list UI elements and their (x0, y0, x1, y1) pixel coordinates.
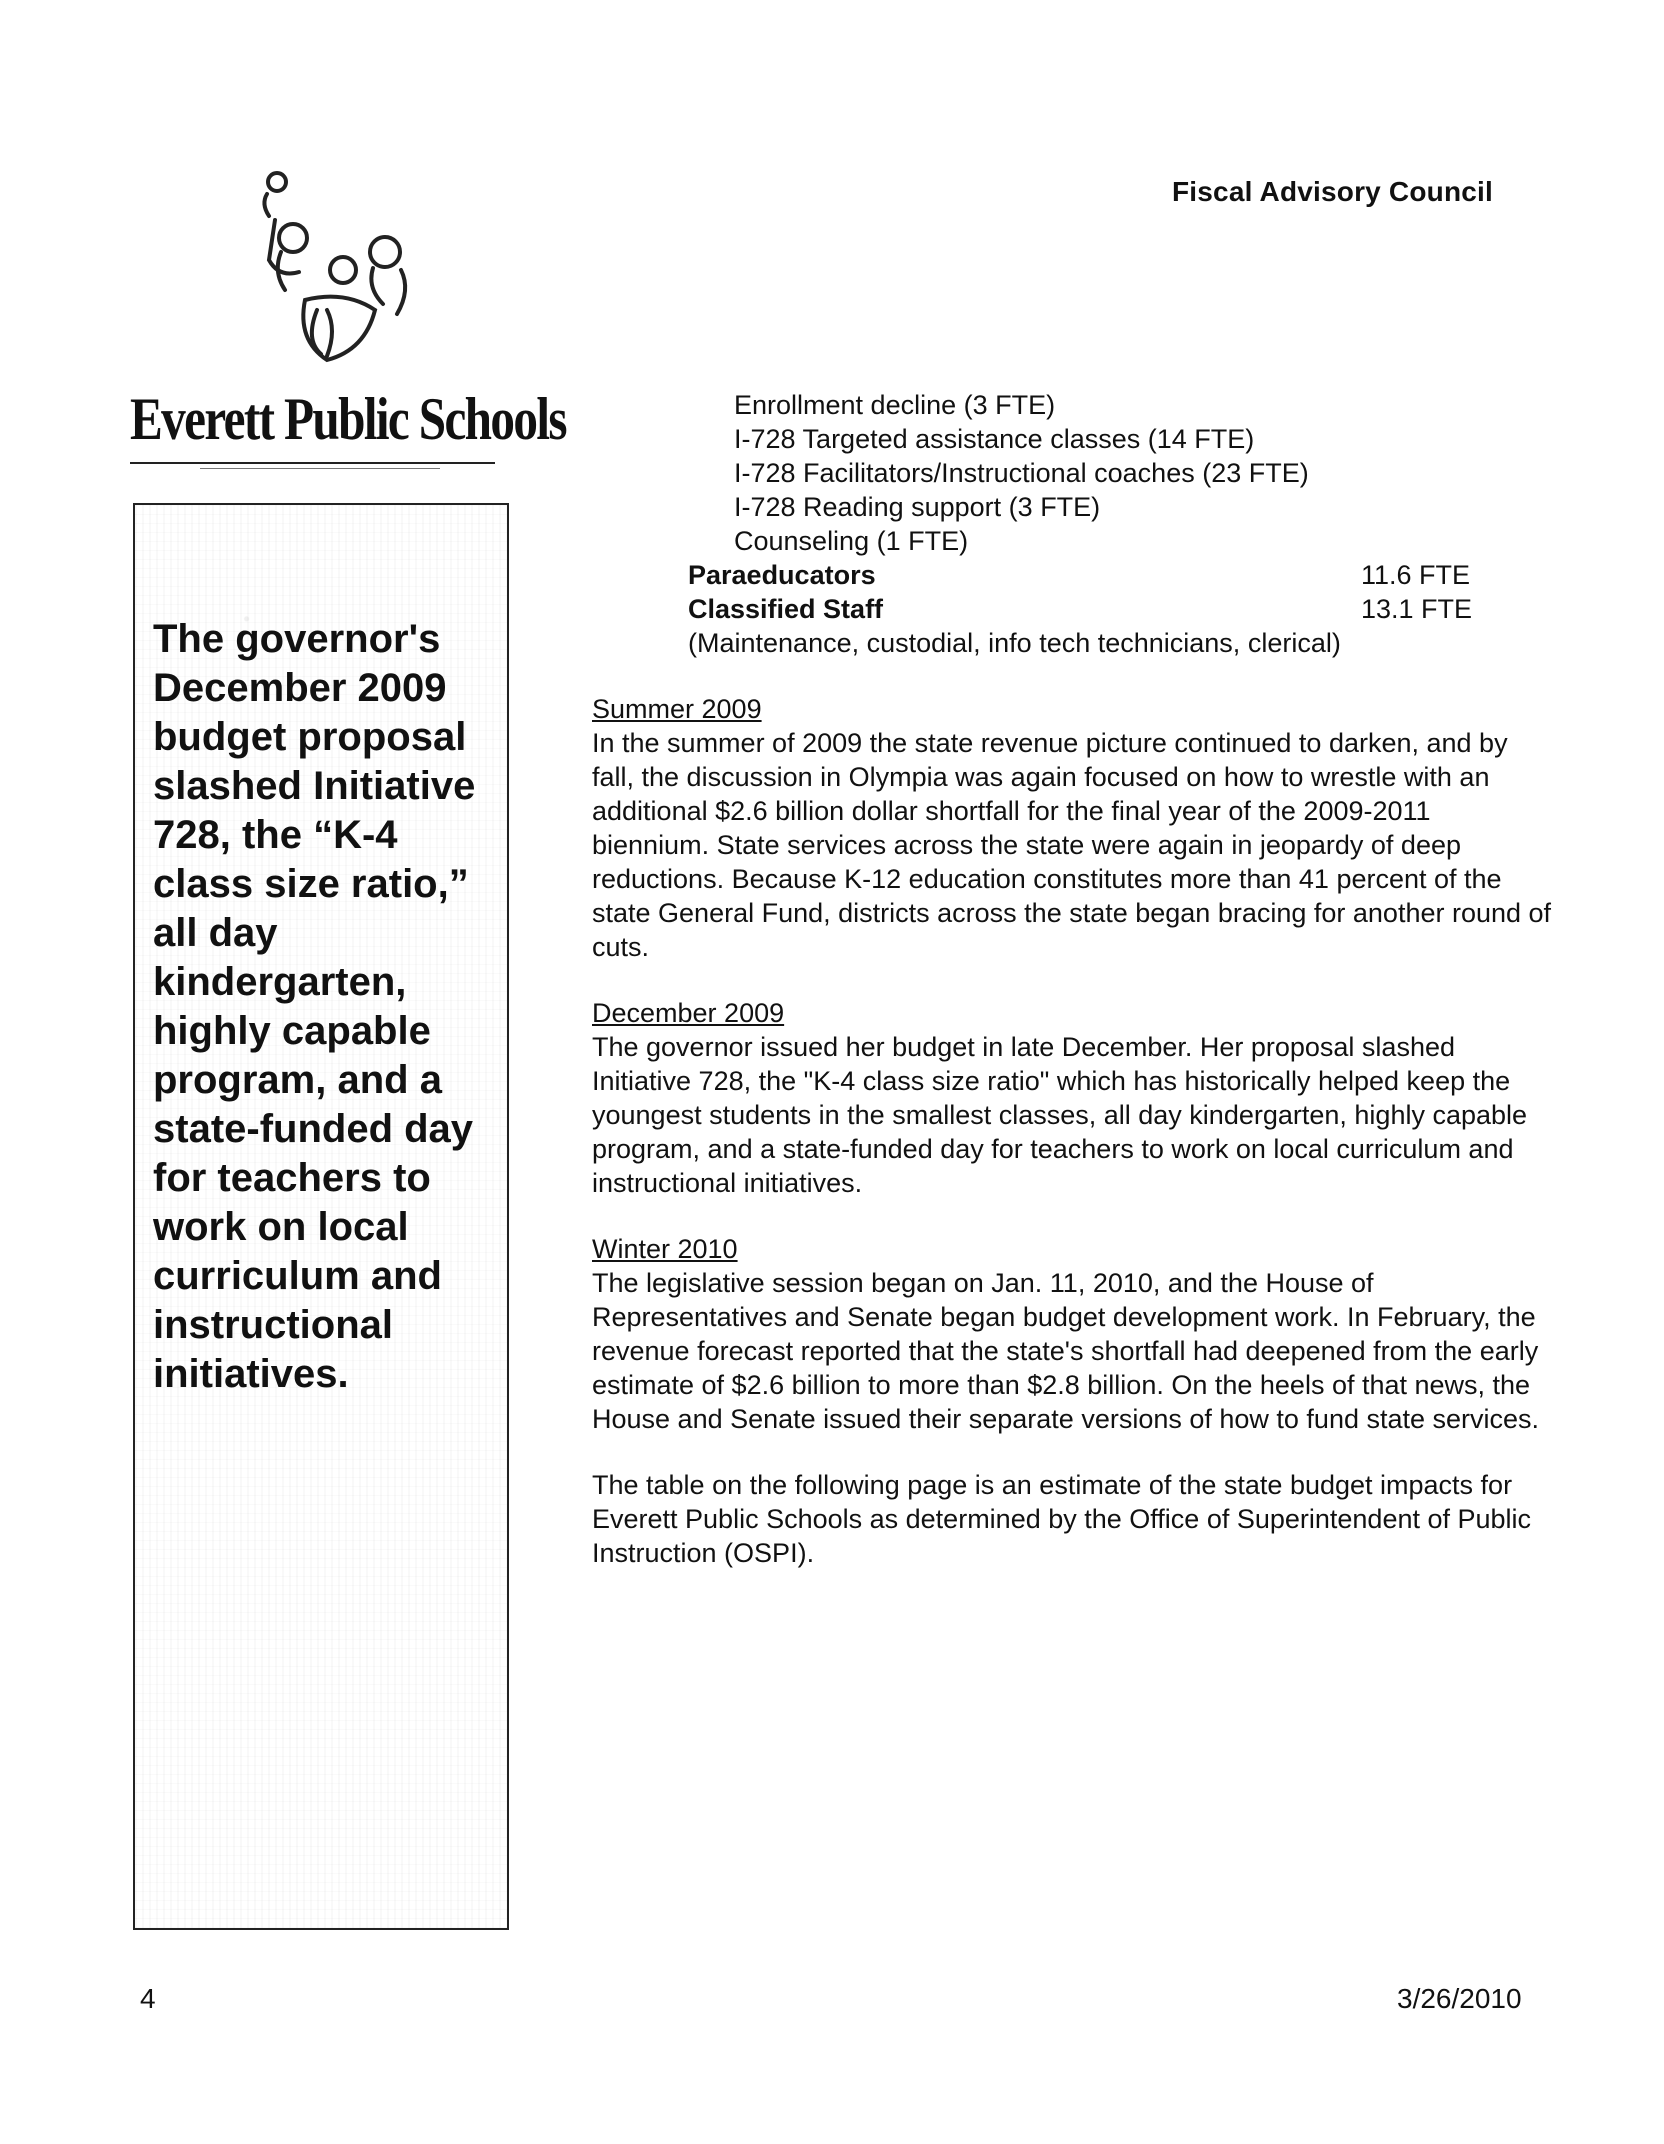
page-number: 4 (140, 1983, 156, 2014)
district-name: Everett Public Schools (130, 386, 566, 452)
classified-staff-note: (Maintenance, custodial, info tech technicians, clerical) (688, 628, 1341, 658)
section-summer-2009 (592, 692, 1552, 964)
list-item: I-728 Reading support (3 FTE) (734, 492, 1101, 522)
paraeducators-label: Paraeducators (688, 560, 876, 590)
sidebar-quote: The governor's December 2009 budget proposal slashed Initiative 728, the “K-4 class size ratio,” all day kindergarten, highly capable program, and a state-funded day for teachers to work on local curriculum and instructional initiatives. (153, 617, 476, 1396)
section-title: Winter 2010 (592, 1234, 738, 1264)
paraeducators-row (688, 558, 1552, 592)
list-item: I-728 Facilitators/Instructional coaches (23 FTE) (734, 458, 1309, 488)
staff-reduction-list (734, 388, 1552, 558)
logo-underline-secondary (200, 468, 440, 469)
logo-underline (130, 462, 495, 464)
footer-date: 3/26/2010 (1397, 1983, 1522, 2014)
section-table-note (592, 1468, 1552, 1570)
section-body: The table on the following page is an estimate of the state budget impacts for Everett Public Schools as determined by the Office of Superintendent of Public Instruction (OSPI). (592, 1470, 1532, 1568)
section-body: The governor issued her budget in late December. Her proposal slashed Initiative 728, the "K-4 class size ratio" which has historically helped keep the youngest students in the smallest classes, all day kindergarten, highly capable program, and a state-funded day for teachers to work on local curriculum and instructional initiatives. (592, 1032, 1528, 1198)
list-item: Counseling (1 FTE) (734, 526, 969, 556)
list-item: Enrollment decline (3 FTE) (734, 390, 1056, 420)
document-header-title: Fiscal Advisory Council (1172, 176, 1493, 207)
district-logo (130, 160, 566, 480)
section-body: The legislative session began on Jan. 11, 2010, and the House of Representatives and Senate began budget development work. In February, the revenue forecast reported that the state's shortfall had deepened from the early estimate of $2.6 billion to more than $2.8 billion. On the heels of that news, the House and Senate issued their separate versions of how to fund state services. (592, 1268, 1540, 1434)
main-content (592, 388, 1552, 1570)
list-item: I-728 Targeted assistance classes (14 FTE) (734, 424, 1255, 454)
classified-staff-value: 13.1 FTE (1361, 594, 1473, 624)
section-title: December 2009 (592, 998, 785, 1028)
classified-staff-row (688, 592, 1552, 626)
section-body: In the summer of 2009 the state revenue picture continued to darken, and by fall, the discussion in Olympia was again focused on how to wrestle with an additional $2.6 billion dollar shortfall for the final year of the 2009-2011 biennium. State services across the state were again in jeopardy of deep reductions. Because K-12 education constitutes more than 41 percent of the state General Fund, districts across the state began bracing for another round of cuts. (592, 728, 1552, 962)
section-title: Summer 2009 (592, 694, 762, 724)
section-december-2009 (592, 996, 1552, 1200)
section-winter-2010 (592, 1232, 1552, 1436)
paraeducators-value: 11.6 FTE (1361, 560, 1471, 590)
sidebar-callout-box (133, 503, 509, 1930)
children-reading-icon (225, 160, 425, 380)
classified-staff-label: Classified Staff (688, 594, 884, 624)
